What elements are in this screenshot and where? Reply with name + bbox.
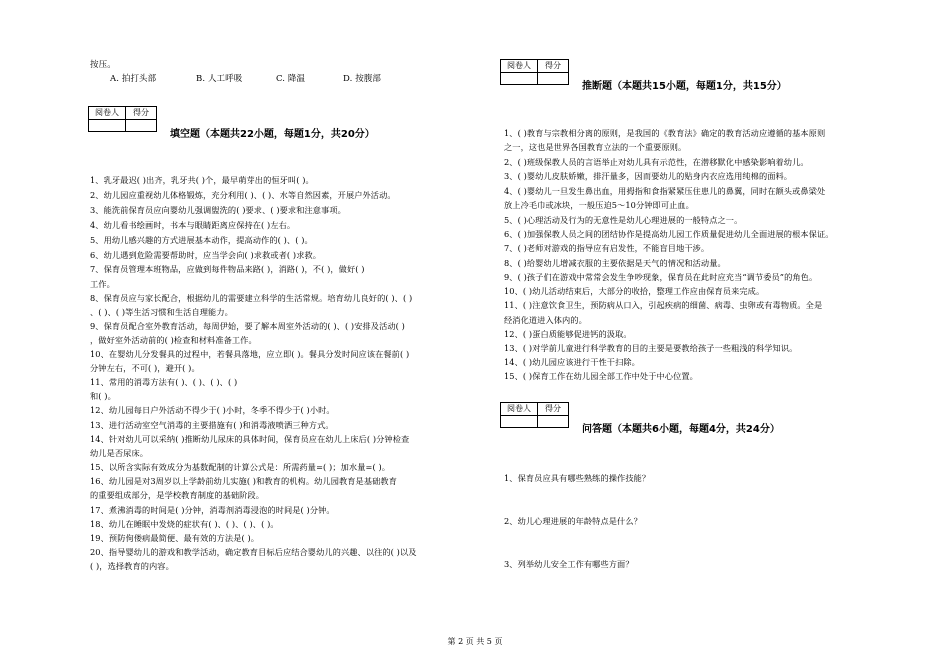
section-title-qa: 问答题（本题共6小题，每题4分，共24分） — [582, 424, 780, 435]
fill-line: 6、幼儿遇到危险需要帮助时，应当学会向( )求救或者( )求救。 — [90, 250, 322, 260]
fill-line: 13、进行活动室空气消毒的主要措施有( )和消毒液喷洒三种方式。 — [90, 420, 334, 430]
fill-line: ( )，选择教育的内容。 — [90, 561, 174, 571]
fill-line: 的重要组成部分，是学校教育制度的基础阶段。 — [90, 490, 265, 500]
fill-line: 18、幼儿在睡眠中发烧的症状有( )、( )、( )、( )。 — [90, 519, 279, 529]
intro-line: 按压。 — [90, 60, 116, 70]
fill-line: ，做好室外活动前的( )检查和材料准备工作。 — [90, 335, 257, 345]
fill-line: 2、幼儿园应重视幼儿体格锻炼，充分利用( )、( )、水等自然因素，开展户外活动。 — [90, 190, 396, 200]
judge-line: 13、( )对学前儿童进行科学教育的目的主要是要教给孩子一些粗浅的科学知识。 — [504, 343, 798, 353]
score-box — [500, 59, 569, 85]
score-box-reviewer: 阅卷人 — [89, 107, 126, 119]
judge-line: 10、( )幼儿活动结束后，大部分的收拾，整理工作应由保育员来完成。 — [504, 286, 765, 296]
judge-line: 3、( )婴幼儿皮肤娇嫩，排汗量多，因而要幼儿的贴身内衣应选用纯棉的面料。 — [504, 171, 793, 181]
judge-line: 之一，这也是世界各国教育立法的一个重要原则。 — [504, 142, 687, 152]
judge-line: 11、( )注意饮食卫生，预防病从口入，引起疾病的细菌、病毒、虫卵或有毒物质。全是 — [504, 300, 823, 310]
judge-line: 14、( )幼儿园应该进行干性干扫除。 — [504, 357, 640, 367]
option-b: B. 人工呼吸 — [196, 74, 243, 84]
option-c: C. 降温 — [276, 74, 306, 84]
judge-line: 12、( )蛋白质能够促进钙的汲取。 — [504, 329, 632, 339]
judge-line: 9、( )孩子们在游戏中常常会发生争吵现象，保育员在此时应充当“调节委员”的角色。 — [504, 272, 818, 282]
fill-line: 11、常用的消毒方法有( )、( )、( )、( ) — [90, 377, 238, 387]
fill-line: 7、保育员管理本班物品，应做到每件物品来路( )，消路( )，不( )，做好( ) — [90, 264, 365, 274]
fill-line: 9、保育员配合室外教育活动，每周伊始，要了解本周室外活动的( )、( )安排及活动( ) — [90, 321, 405, 331]
score-box-score: 得分 — [133, 108, 149, 117]
judge-line: 8、( )给婴幼儿增减衣服的主要依据是天气的情况和活动量。 — [504, 258, 726, 268]
fill-line: 12、幼儿园每日户外活动不得少于( )小时，冬季不得少于( )小时。 — [90, 405, 335, 415]
judge-line: 4、( )婴幼儿一旦发生鼻出血，用拇指和食指紧紧压住患儿的鼻翼，同时在额头或鼻梁处 — [504, 186, 826, 196]
judge-line: 6、( )加强保教人员之间的团结协作是提高幼儿园工作质量促进幼儿全面进展的根本保证。 — [504, 229, 834, 239]
qa-question: 3、列举幼儿安全工作有哪些方面？ — [504, 559, 634, 569]
qa-question: 2、幼儿心理进展的年龄特点是什么？ — [504, 516, 642, 526]
fill-line: 14、针对幼儿可以采纳( )推断幼儿尿床的具体时间，保育员应在幼儿上床后( )分钟检查 — [90, 434, 410, 444]
fill-line: 5、用幼儿感兴趣的方式进展基本动作，提高动作的( )、( )。 — [90, 235, 313, 245]
fill-line: 4、幼儿看书绘画时，书本与眼睛距离应保持在( )左右。 — [90, 220, 296, 230]
fill-line: 8、保育员应与家长配合，根据幼儿的需要建立科学的生活常规。培育幼儿良好的( )、( ) — [90, 293, 413, 303]
fill-line: 17、煮沸消毒的时间是( )分钟，消毒剂消毒浸泡的时间是( )分钟。 — [90, 505, 335, 515]
option-a: A. 拍打头部 — [110, 74, 157, 84]
section-title-fill: 填空题（本题共22小题，每题1分，共20分） — [170, 129, 375, 140]
fill-line: 幼儿是否尿床。 — [90, 448, 149, 458]
fill-line: 、( )、( )等生活习惯和生活自理能力。 — [90, 307, 233, 317]
judge-line: 15、( )保育工作在幼儿园全部工作中处于中心位置。 — [504, 371, 698, 381]
judge-line: 5、( )心理活动及行为的无意性是幼儿心理进展的一般特点之一。 — [504, 215, 743, 225]
fill-line: 10、在婴幼儿分发餐具的过程中，若餐具落地，应立即( )。餐具分发时间应该在餐前( ) — [90, 349, 410, 359]
section-title-judge: 推断题（本题共15小题，每题1分，共15分） — [582, 81, 787, 92]
fill-line: 19、预防佝偻病最简便、最有效的方法是( )。 — [90, 533, 260, 543]
score-box-reviewer: 阅卷人 — [501, 60, 538, 72]
judge-line: 经消化道进入体内的。 — [504, 315, 587, 325]
score-box — [88, 106, 157, 132]
judge-line: 2、( )班级保教人员的言语举止对幼儿具有示范性，在潜移默化中感染影响着幼儿。 — [504, 157, 809, 167]
judge-line: 1、( )教育与宗教相分离的原则，是我国的《教育法》确定的教育活动应遵循的基本原则 — [504, 128, 826, 138]
page-footer: 第 2 页 共 5 页 — [447, 637, 503, 646]
score-box — [500, 402, 569, 428]
score-box-reviewer: 阅卷人 — [501, 403, 538, 415]
fill-line: 工作。 — [90, 279, 115, 289]
fill-line: 1、乳牙最迟( )出齐，乳牙共( )个，最早萌芽出的恒牙叫( )。 — [90, 175, 314, 185]
judge-line: 放上冷毛巾或冰块，一般压迫5～10分钟即可止血。 — [504, 200, 694, 210]
score-box-score: 得分 — [545, 61, 561, 70]
fill-line: 15、以所含实际有效成分为基数配制的计算公式是：所需药量=( )；加水量=( )。 — [90, 462, 391, 472]
fill-line: 20、指导婴幼儿的游戏和教学活动，确定教育目标后应结合婴幼儿的兴趣、以往的( )以及 — [90, 547, 417, 557]
fill-line: 和( )。 — [90, 391, 116, 401]
fill-line: 3、能洗前保育员应向婴幼儿强调盥洗的( )要求、( )要求和注意事项。 — [90, 205, 346, 215]
fill-line: 16、幼儿园是对3周岁以上学龄前幼儿实施( )和教育的机构。幼儿园教育是基础教育 — [90, 476, 397, 486]
fill-line: 分钟左右，不可( )，避开( )。 — [90, 363, 200, 373]
judge-line: 7、( )老师对游戏的指导应有启发性，不能盲目地干涉。 — [504, 243, 710, 253]
score-box-score: 得分 — [545, 404, 561, 413]
qa-question: 1、保育员应具有哪些熟练的操作技能？ — [504, 473, 651, 483]
option-d: D. 按腹部 — [343, 74, 382, 84]
